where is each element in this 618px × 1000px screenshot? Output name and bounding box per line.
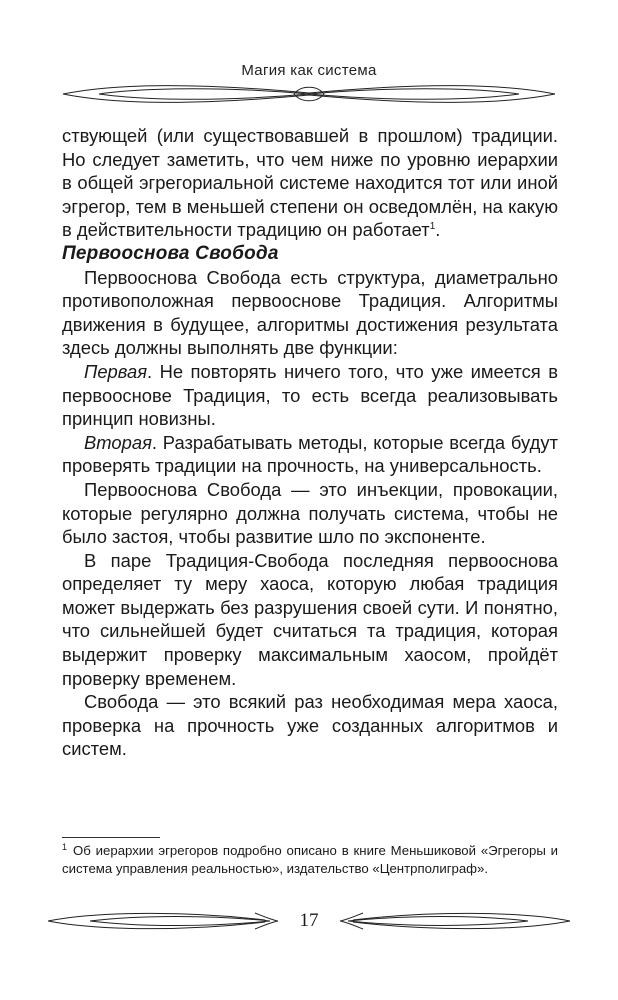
footnote-text: Об иерархии эгрегоров подробно описано в книге Меньшиковой «Эгрегоры и система управления реальностью», издательство «Центрполиграф». [62,843,558,876]
running-title: Магия как система [241,62,377,79]
paragraph-3-rest: . Разрабатывать методы, которые всегда будут проверять традиции на прочность, на универсальность. [62,431,558,477]
footnote-reference: 1 [429,221,436,233]
header-ornament-icon [59,81,559,107]
footnote-mark: 1 [62,841,68,852]
continuation-paragraph: ствующей (или существовавшей в прошлом) традиции. Но следует заметить, что чем ниже по уровню иерархии в общей эгрегориальной системе находится тот или иной эгрегор, тем в меньшей степени он осведомлён, на какую в действительности традицию он работает$^1$. [62,125,558,241]
paragraph-4: Первооснова Свобода — это инъекции, провокации, которые регулярно должна получать система, чтобы не было застоя, чтобы развитие шло по экспоненте. [62,478,558,548]
footnote [62,842,558,877]
footnote-divider [62,837,160,838]
body-text [62,124,558,761]
paragraph-2-lead: Первая [84,360,148,382]
section-heading: Первооснова Свобода [62,242,279,264]
page-header [40,62,578,107]
paragraph-6: Свобода — это всякий раз необходимая мера хаоса, проверка на прочность уже созданных алгоритмов и систем. [62,691,558,760]
paragraph-3-lead: Вторая [84,431,152,453]
paragraph-2 [62,360,558,431]
page-footer [40,903,578,939]
continuation-text: ствующей (или существовавшей в прошлом) традиции. Но следует заметить, что чем ниже по уровню иерархии в общей эгрегориальной системе находится тот или иной эгрегор, тем в меньшей степени он осведомлён, на какую в действительности традицию он работает [62,125,558,241]
page-number: 17 [299,910,319,931]
paragraph-2-rest: . Не повторять ничего того, что уже имеется в первооснове Традиция, то есть всегда реализовывать принцип новизны. [62,360,558,430]
paragraph-5: В паре Традиция-Свобода последняя первооснова определяет ту меру хаоса, которую любая традиция может выдержать без разрушения своей сути. И понятно, что сильнейшей будет считаться та традиция, которая выдержит проверку максимальным хаосом, пройдёт проверку временем. [62,549,558,689]
paragraph-1: Первооснова Свобода есть структура, диаметрально противоположная первооснове Традиция. Алгоритмы движения в будущее, алгоритмы достижения результата здесь должны выполнять две функции: [62,266,558,359]
paragraph-3 [62,431,558,478]
